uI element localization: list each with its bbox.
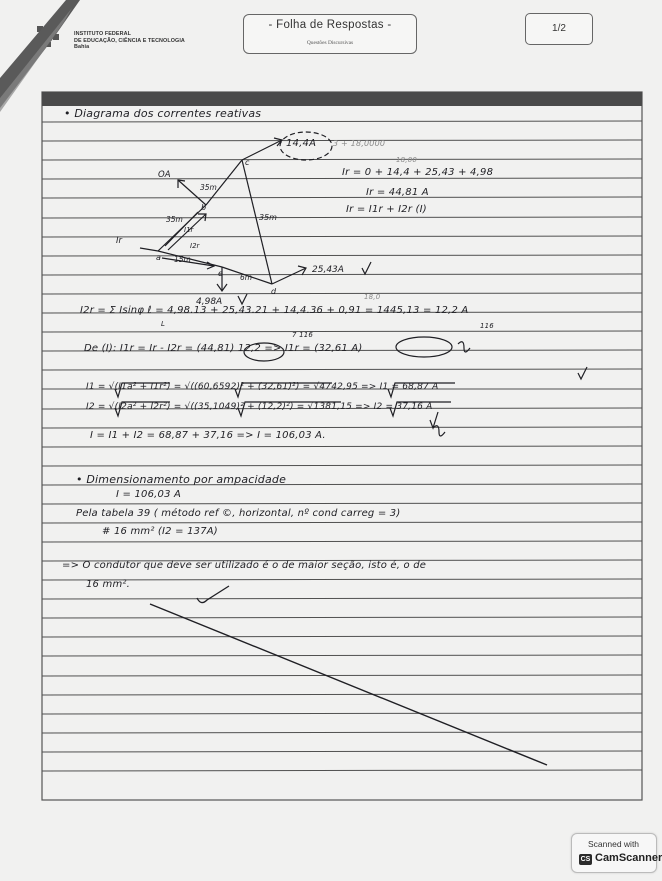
eq-i2: I2 = √(I2a² + I2r²) = √((35,1049)² + (12,2)²) = √1381,15 => I2 = 37,16 A bbox=[86, 402, 433, 412]
label-35m-c: 35m bbox=[259, 213, 277, 222]
label-i2r: I2r bbox=[190, 242, 200, 250]
scanner-watermark bbox=[571, 833, 662, 873]
ampacity-table: Pela tabela 39 ( método ref ©, horizontal, nº cond carreg = 3) bbox=[76, 508, 401, 519]
circled-value: 14,4A bbox=[286, 138, 317, 149]
label-ir: Ir bbox=[116, 236, 123, 246]
eq-i2r-under-116: 116 bbox=[480, 322, 494, 330]
ampacity-section: # 16 mm² (I2 = 137A) bbox=[102, 526, 218, 537]
node-c: c bbox=[245, 158, 250, 167]
sheet-subtitle: Questões Discursivas bbox=[306, 40, 354, 46]
label-4-98A: 4,98A bbox=[196, 297, 223, 307]
node-e: e bbox=[218, 269, 223, 278]
ampacity-current: I = 106,03 A bbox=[116, 489, 182, 500]
label-oa: OA bbox=[158, 170, 171, 180]
eq-total-current: I = I1 + I2 = 68,87 + 37,16 => I = 106,03 A. bbox=[90, 430, 326, 441]
eq-i2r: I2r = Σ Isinφ ℓ = 4,98.13 + 25,43.21 + 14,4.36 + 0,91 = 1445,13 = 12,2 A bbox=[80, 305, 469, 316]
heading-diagram: • Diagrama dos correntes reativas bbox=[64, 107, 262, 120]
page-number: 1/2 bbox=[525, 13, 593, 45]
eq-i1r: De (I): I1r = Ir - I2r = (44,81) 12,2 => I1r = (32,61 A) bbox=[84, 343, 363, 354]
node-d: d bbox=[271, 287, 277, 296]
node-a: a bbox=[156, 253, 161, 262]
camscanner-icon: CS bbox=[580, 856, 591, 863]
label-6m: 6m bbox=[240, 273, 253, 282]
branch-c-d bbox=[242, 160, 272, 284]
eq-i2r-faint: 18,0 bbox=[364, 293, 381, 301]
faint-note: 3 + 18,0000 bbox=[333, 139, 386, 148]
circle-32-61 bbox=[396, 337, 452, 357]
sheet-title: - Folha de Respostas - bbox=[268, 19, 392, 31]
label-25-43A: 25,43A bbox=[312, 265, 344, 275]
node-b: b bbox=[201, 203, 207, 212]
label-35m-b: 35m bbox=[166, 215, 183, 224]
eq-i2r-top: 7 116 bbox=[292, 331, 314, 339]
heading-ampacity: • Dimensionamento por ampacidade bbox=[76, 473, 287, 486]
eq-ir-sum: Ir = 0 + 14,4 + 25,43 + 4,98 bbox=[342, 167, 494, 178]
label-i1r: I1r bbox=[184, 226, 194, 234]
faint-note-2: 18,00 bbox=[396, 156, 418, 164]
eq-i2r-under-l: L bbox=[161, 320, 166, 328]
institution-name: INSTITUTO FEDERAL DE EDUCAÇÃO, CIÊNCIA E TECNOLOGIA Bahia bbox=[74, 31, 185, 51]
label-15m: 15m bbox=[174, 255, 191, 264]
scanner-line-2: CamScanner bbox=[595, 852, 662, 864]
scanner-line-1: Scanned with bbox=[588, 839, 640, 849]
eq-ir-split: Ir = I1r + I2r (I) bbox=[346, 204, 427, 215]
eq-ir-value: Ir = 44,81 A bbox=[366, 187, 429, 198]
arrow-d-right bbox=[272, 268, 306, 284]
arrow-c-top bbox=[242, 140, 282, 160]
eq-i1: I1 = √(I1a² + I1r²) = √((60,6592)² + (32,61)²) = √4742,95 => I1 = 68,87 A bbox=[86, 382, 439, 392]
label-35m-a: 35m bbox=[200, 183, 217, 192]
conclusion-line-2: 16 mm². bbox=[86, 579, 130, 590]
conclusion-line-1: => O condutor que deve ser utilizado é o de maior seção, isto é, o de bbox=[62, 560, 427, 571]
